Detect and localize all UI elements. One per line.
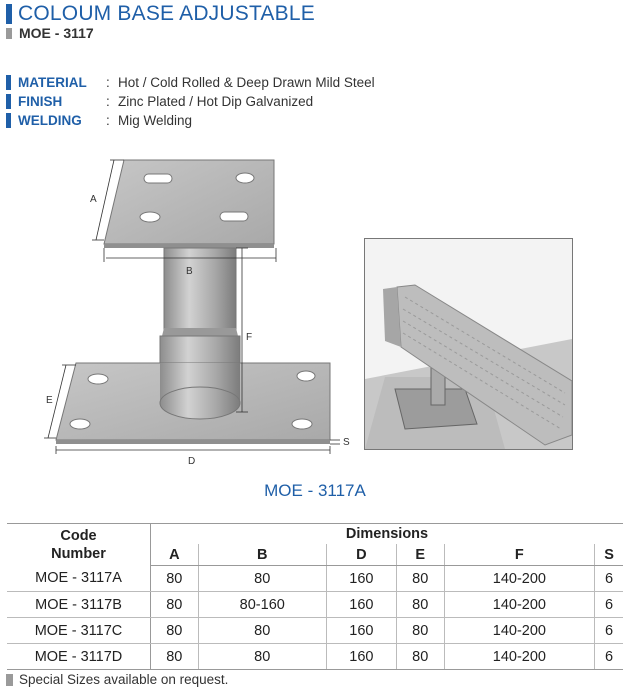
table-row: [7, 644, 623, 670]
bottom-hole: [292, 419, 312, 429]
top-plate-edge: [104, 244, 274, 248]
code-header-line1: Code: [60, 527, 97, 544]
cell-f: 140-200: [444, 566, 595, 592]
spec-list: [6, 73, 426, 130]
spec-label: MATERIAL: [18, 75, 87, 90]
tube-base: [160, 387, 240, 419]
table-header-row: [7, 524, 623, 545]
special-sizes-note: [6, 672, 228, 687]
cell-d: 160: [326, 644, 396, 670]
tube-collar: [162, 328, 238, 336]
top-hole: [236, 173, 254, 183]
dim-label-s: S: [343, 437, 350, 448]
spec-colon: :: [106, 75, 110, 90]
cell-a: 80: [151, 618, 199, 644]
top-slot: [144, 174, 172, 183]
spec-row-finish: [6, 92, 426, 111]
bottom-hole: [70, 419, 90, 429]
title-row: [6, 2, 315, 26]
note-bar: [6, 674, 13, 686]
cell-d: 160: [326, 566, 396, 592]
upper-tube: [164, 248, 236, 336]
spec-row-welding: [6, 111, 426, 130]
cell-e: 80: [396, 592, 444, 618]
table-row: [7, 592, 623, 618]
spec-bar: [6, 113, 11, 128]
cell-s: 6: [595, 592, 623, 618]
spec-colon: :: [106, 94, 110, 109]
cell-f: 140-200: [444, 618, 595, 644]
bottom-hole: [88, 374, 108, 384]
page-title: COLOUM BASE ADJUSTABLE: [18, 2, 315, 25]
dim-label-f: F: [246, 332, 253, 343]
dim-label-e: E: [46, 395, 53, 406]
spec-label: FINISH: [18, 94, 63, 109]
cell-f: 140-200: [444, 592, 595, 618]
column-header-a: A: [151, 544, 199, 566]
note-text: Special Sizes available on request.: [19, 672, 229, 687]
bottom-hole: [297, 371, 315, 381]
column-header-f: F: [444, 544, 595, 566]
cell-s: 6: [595, 644, 623, 670]
model-caption: MOE - 3117A: [264, 481, 366, 500]
product-code: MOE - 3117: [19, 25, 94, 41]
spec-colon: :: [106, 113, 110, 128]
technical-drawing: [40, 150, 360, 470]
cell-a: 80: [151, 644, 199, 670]
cell-b: 80: [198, 566, 326, 592]
top-hole: [140, 212, 160, 222]
spec-bar: [6, 94, 11, 109]
title-accent-bar: [6, 4, 12, 24]
cell-e: 80: [396, 644, 444, 670]
dim-label-a: A: [90, 194, 97, 205]
spec-value: Mig Welding: [118, 113, 193, 128]
cell-code: MOE - 3117A: [7, 566, 151, 592]
spec-label: WELDING: [18, 113, 82, 128]
column-header-b: B: [198, 544, 326, 566]
code-header-line2: Number: [51, 545, 106, 562]
top-slot: [220, 212, 248, 221]
column-header-d: D: [326, 544, 396, 566]
cell-code: MOE - 3117D: [7, 644, 151, 670]
installation-illustration: [365, 239, 572, 449]
code-number-header: [7, 524, 151, 566]
top-plate: [104, 160, 274, 244]
dimensions-header: Dimensions: [151, 524, 624, 545]
cell-b: 80: [198, 644, 326, 670]
cell-b: 80: [198, 618, 326, 644]
product-code-row: [6, 25, 94, 41]
cell-d: 160: [326, 618, 396, 644]
cell-s: 6: [595, 566, 623, 592]
cell-code: MOE - 3117C: [7, 618, 151, 644]
installation-photo: [364, 238, 573, 450]
spec-value: Hot / Cold Rolled & Deep Drawn Mild Steel: [118, 75, 375, 90]
spec-bar: [6, 75, 11, 90]
dim-label-b: B: [186, 266, 193, 277]
cell-b: 80-160: [198, 592, 326, 618]
bottom-plate-edge: [56, 440, 330, 444]
dim-label-d: D: [188, 456, 196, 467]
dimensions-table: [7, 523, 623, 670]
cell-e: 80: [396, 566, 444, 592]
cell-f: 140-200: [444, 644, 595, 670]
column-header-e: E: [396, 544, 444, 566]
column-header-s: S: [595, 544, 623, 566]
cell-d: 160: [326, 592, 396, 618]
code-accent-bar: [6, 28, 12, 39]
spec-value: Zinc Plated / Hot Dip Galvanized: [118, 94, 314, 109]
spec-row-material: [6, 73, 426, 92]
cell-a: 80: [151, 592, 199, 618]
table-row: [7, 618, 623, 644]
cell-a: 80: [151, 566, 199, 592]
cell-code: MOE - 3117B: [7, 592, 151, 618]
cell-e: 80: [396, 618, 444, 644]
cell-s: 6: [595, 618, 623, 644]
table-row: [7, 566, 623, 592]
